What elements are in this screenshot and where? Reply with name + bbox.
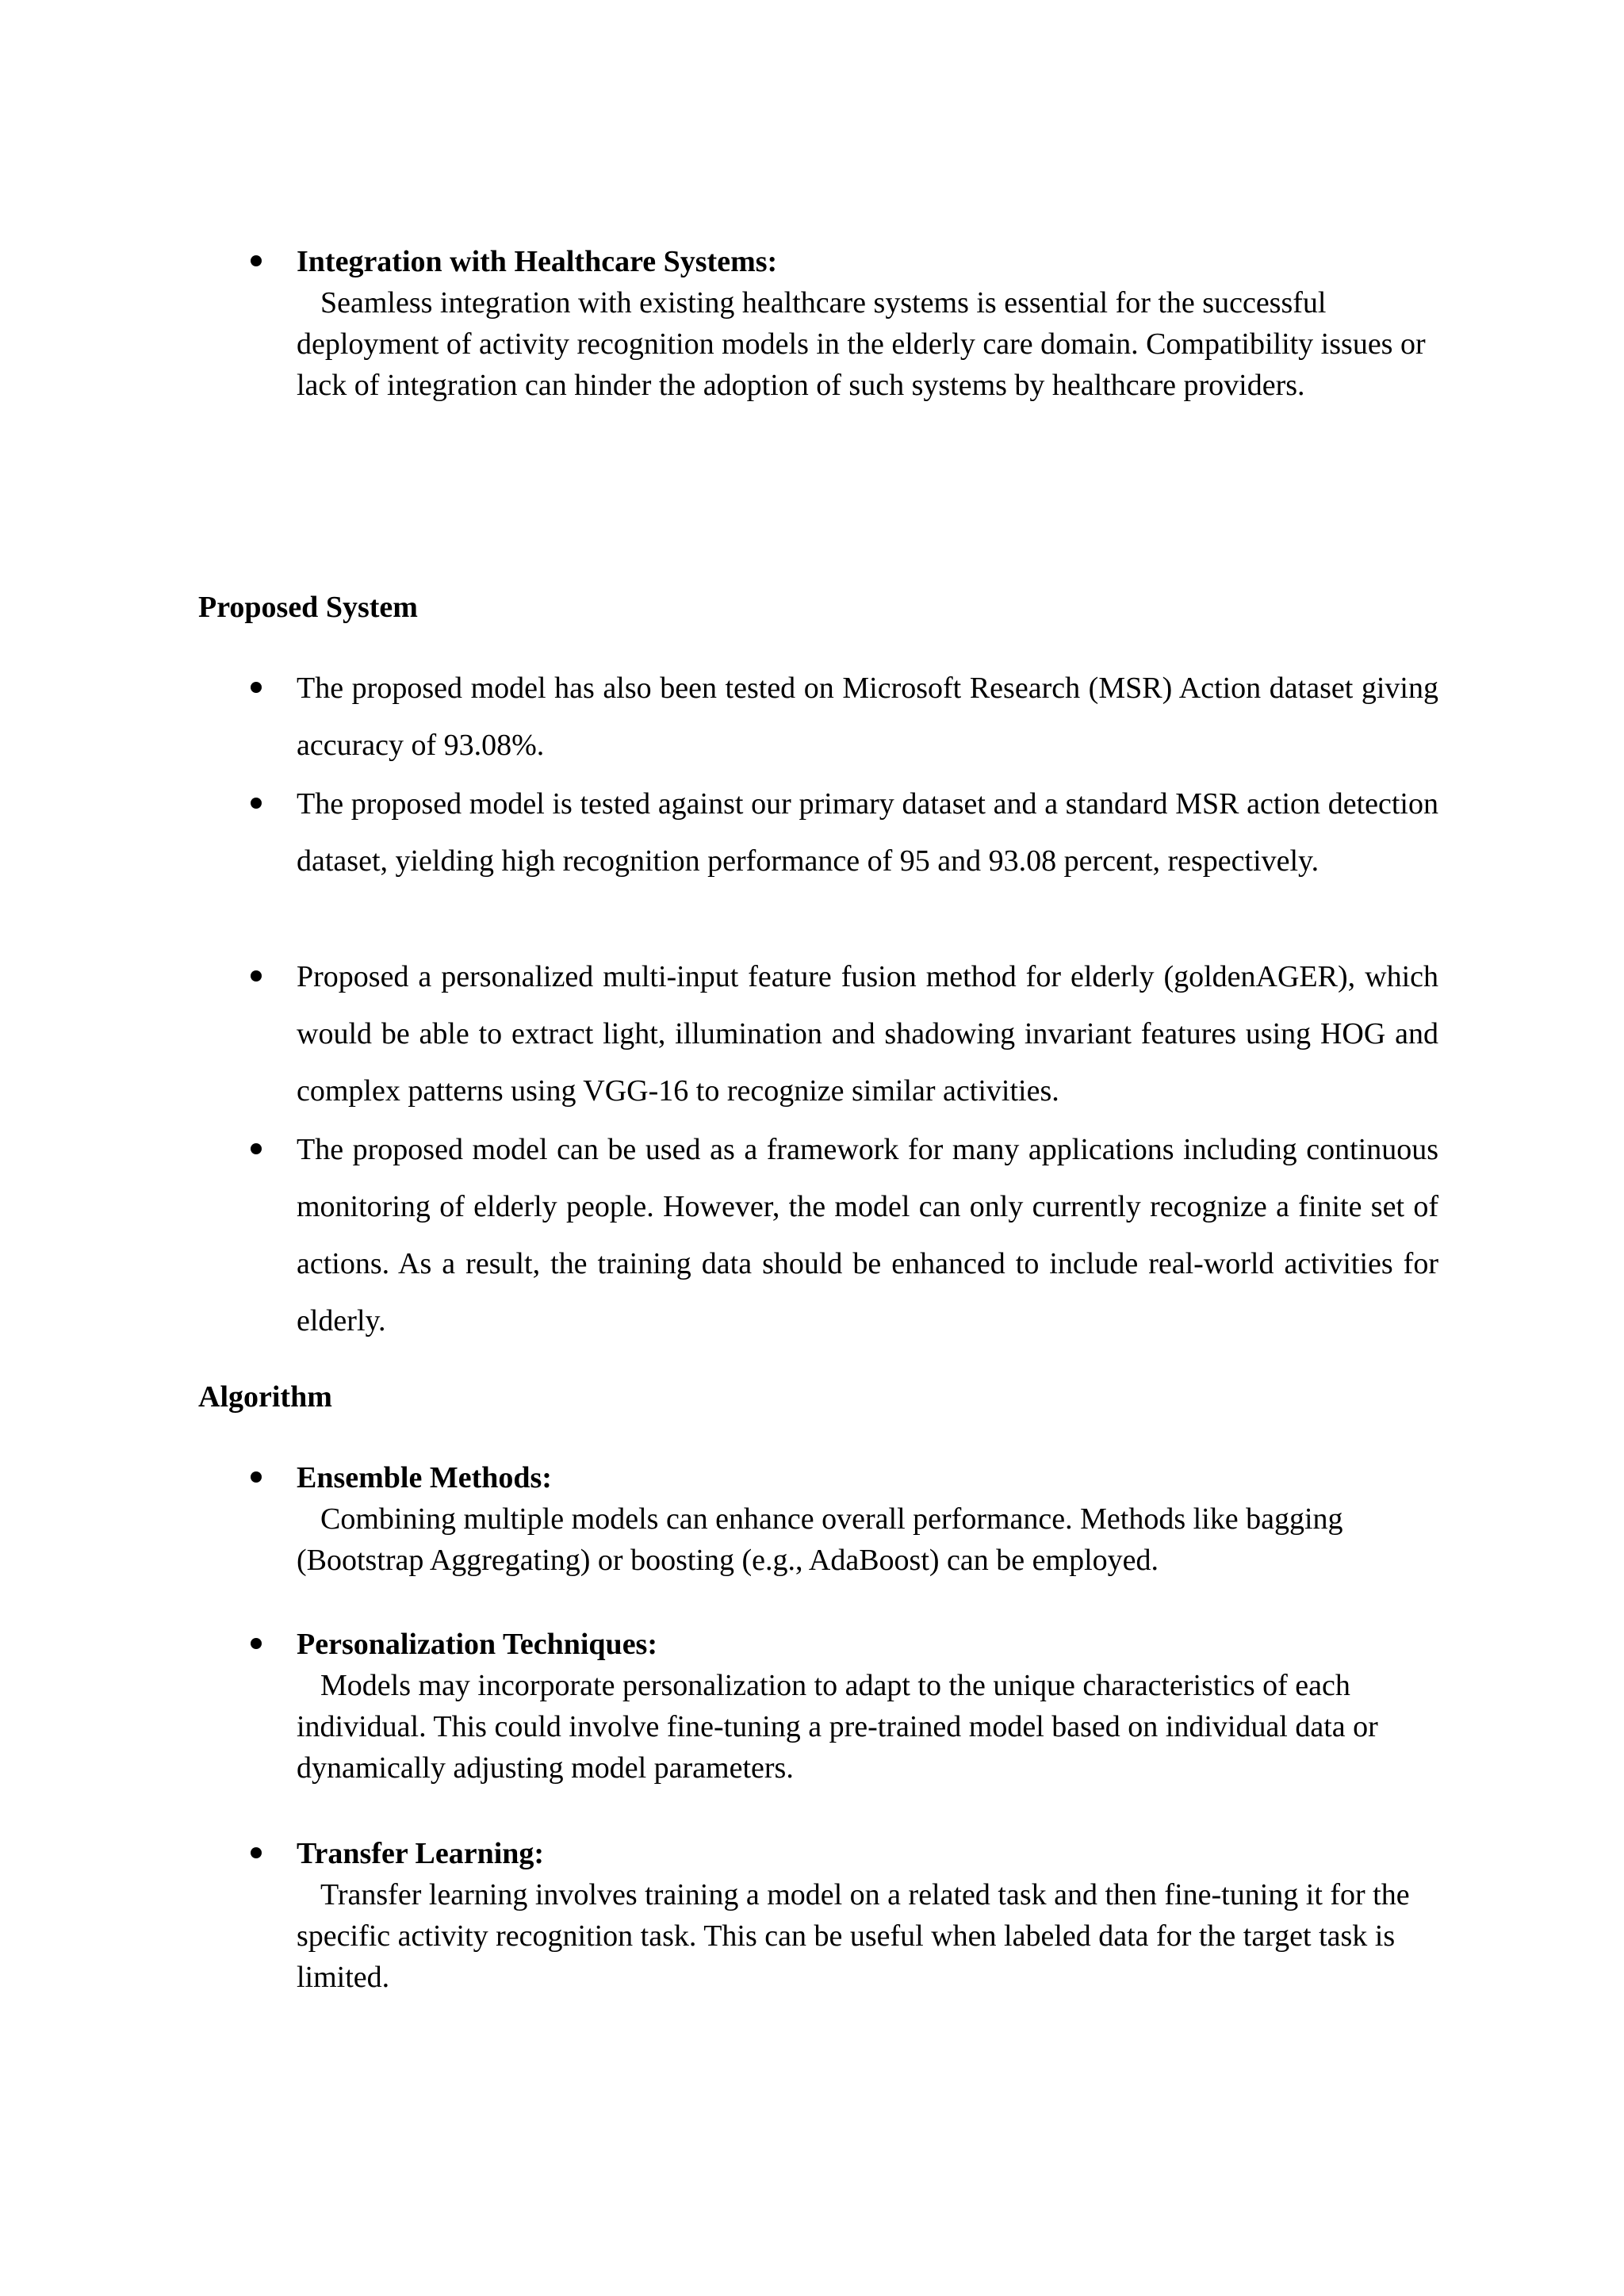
item-title: Integration with Healthcare Systems: bbox=[297, 245, 778, 278]
list-item-proposal-1: The proposed model has also been tested on Microsoft Research (MSR) Action dataset giving accuracy of 93.08%. bbox=[297, 672, 1438, 762]
list-item-proposal-2: The proposed model is tested against our primary dataset and a standard MSR action detection dataset, yielding high recognition performance of 95 and 93.08 percent, respectively. bbox=[297, 787, 1438, 878]
item-text: Models may incorporate personalization to adapt to the unique characteristics of each individual. This could involve fine-tuning a pre-trained model based on individual data or dynamically adjusting model parameters. bbox=[297, 1669, 1378, 1785]
bullet-icon bbox=[251, 970, 262, 982]
bullet-icon bbox=[251, 682, 262, 693]
item-title: Transfer Learning: bbox=[297, 1837, 545, 1870]
bullet-icon bbox=[251, 1638, 262, 1649]
item-title: Ensemble Methods: bbox=[297, 1461, 552, 1494]
bullet-icon bbox=[251, 1847, 262, 1858]
list-item-personalization bbox=[297, 1624, 1438, 1789]
item-text: Transfer learning involves training a model on a related task and then fine-tuning it for the specific activity recognition task. This can be useful when labeled data for the target task is limited. bbox=[297, 1878, 1410, 1994]
list-item-ensemble-methods bbox=[297, 1457, 1438, 1581]
bullet-icon bbox=[251, 1143, 262, 1154]
list-item-proposal-4: The proposed model can be used as a framework for many applications including continuous monitoring of elderly people. However, the model can only currently recognize a finite set of actions. As a result, the training data should be enhanced to include real-world activities for elderly. bbox=[297, 1133, 1438, 1337]
list-item-integration bbox=[297, 241, 1438, 406]
item-text: Combining multiple models can enhance overall performance. Methods like bagging (Bootstrap Aggregating) or boosting (e.g., AdaBoost) can be employed. bbox=[297, 1502, 1343, 1577]
section-heading-algorithm: Algorithm bbox=[198, 1380, 332, 1414]
item-title: Personalization Techniques: bbox=[297, 1628, 657, 1661]
list-item-proposal-3: Proposed a personalized multi-input feature fusion method for elderly (goldenAGER), which would be able to extract light, illumination and shadowing invariant features using HOG and complex patterns using VGG-16 to recognize similar activities. bbox=[297, 960, 1438, 1108]
bullet-icon bbox=[251, 798, 262, 809]
bullet-icon bbox=[251, 1471, 262, 1483]
bullet-icon bbox=[251, 255, 262, 266]
item-text: Seamless integration with existing healthcare systems is essential for the successful deployment of activity recognition models in the elderly care domain. Compatibility issues or lack of integration can hinder the adoption of such systems by healthcare providers. bbox=[297, 286, 1426, 402]
section-heading-proposed-system: Proposed System bbox=[198, 591, 418, 624]
list-item-transfer-learning bbox=[297, 1833, 1438, 1998]
